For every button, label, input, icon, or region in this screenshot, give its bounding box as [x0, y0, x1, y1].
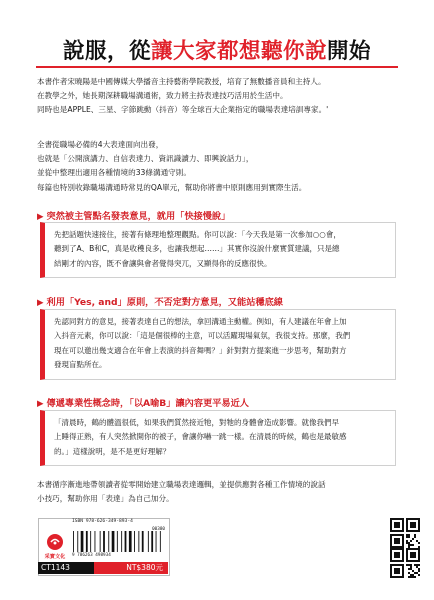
section-line: 入抖音元素，你可以說：「這是個很棒的主意，可以活躍現場氣氛，我很支持。那麼，我們: [54, 331, 351, 341]
section-line: 的。」這樣說明，是不是更好理解？: [54, 446, 171, 456]
intro-paragraph: [37, 75, 399, 118]
intro-line: 本書作者宋曉陽是中國傳媒大學播音主持藝術學院教授，培育了無數播音員和主持人。: [37, 77, 326, 86]
triangle-bullet-icon: ▶: [37, 298, 44, 308]
section-box: [40, 410, 396, 466]
price-label: NT$380元: [94, 562, 168, 574]
summary-line: 並從中整理出適用各種情境的33條溝通守則。: [37, 168, 191, 178]
summary-line: 也就是「公開演講力、自信表達力、資訊識讀力、即興說話力」，: [37, 154, 254, 164]
section-box: [40, 222, 396, 278]
headline-emphasis: 讓大家都想聽你說: [150, 39, 327, 64]
headline-part-1: 說服，從: [62, 39, 151, 64]
section-heading: [37, 208, 399, 222]
section-title: 傳遞專業性概念時，「以A喻B」讓內容更平易近人: [46, 398, 249, 409]
section-title: 突然被主管點名發表意見，就用「快接慢說」: [46, 211, 231, 222]
section-heading: [37, 294, 399, 308]
svg-text:采實文化: 采實文化: [44, 554, 66, 560]
section-line: 聽到了A、B和C，真是收穫良多，也讓我想起……」其實你沒說什麼實質建議，只是總: [54, 244, 340, 254]
barcode: [72, 525, 166, 553]
headline-part-3: 開始: [327, 39, 372, 64]
section-heading: [37, 395, 399, 409]
book-code: CT1143: [38, 562, 94, 574]
triangle-bullet-icon: ▶: [37, 399, 44, 409]
publisher-logo: [40, 531, 70, 561]
intro-line: 在教學之外，她長期深耕職場溝通術，致力將主持表達技巧活用於生活中。: [37, 91, 288, 101]
section-line: 先把話題快速接住，接著有條理地整理觀點。你可以說：「今天我是第一次參加○○會，: [54, 230, 341, 239]
summary-paragraph: [37, 138, 399, 195]
qr-code-icon: [390, 518, 420, 548]
summary-line: 全書從職場必備的4大表達面向出發，: [37, 140, 164, 149]
section-box: [40, 309, 396, 380]
section-title: 利用「Yes, and」原則，不否定對方意見，又能站穩底線: [46, 297, 283, 308]
isbn-label: ISBN 978-626-349-893-4: [72, 519, 133, 524]
closing-paragraph: [37, 478, 399, 506]
section-line: 先認同對方的意見，接著表達自己的想法，拿回溝通主動權。例如，有人建議在年會上加: [54, 317, 347, 326]
headline: [0, 34, 434, 65]
section-line: 上睡得正熟，有人突然掀開你的被子，會讓你嚇一跳一樣。在清晨的時候，鶴也是最敏感: [54, 432, 347, 442]
section-line: 發現盲點所在。: [54, 360, 107, 370]
triangle-bullet-icon: ▶: [37, 212, 44, 222]
section-line: 「清晨時，鶴的體溫很低，如果我們質然接近牠，對牠的身體會造成影響。就像我們早: [54, 418, 339, 427]
section-line: 結剛才的內容，既不會讓與會者覺得突兀，又顯得你的反應很快。: [54, 258, 272, 268]
qr-code-icon: [390, 548, 420, 578]
summary-line: 每篇也特別收錄職場溝通時常見的QA單元，幫助你將書中原則應用到實際生活。: [37, 182, 307, 192]
svg-text:00380: 00380: [152, 527, 165, 532]
section-line: 現在可以邀出幾支適合在年會上表演的抖音舞嗎？」針對對方提案進一步思考，幫助對方: [54, 345, 347, 355]
closing-line: 小技巧，幫助你用「表達」為自己加分。: [37, 494, 174, 504]
barcode-number: 9 786263 498934: [72, 553, 111, 558]
headline-underline: [36, 66, 398, 68]
intro-line: 同時也是APPLE、三星、字節跳動（抖音）等全球百大企業指定的職場表達培訓專家。': [37, 105, 329, 115]
closing-line: 本書循序漸進地帶領讀者從零開始建立職場表達邏輯，並提供應對各種工作情境的說話: [37, 480, 326, 489]
